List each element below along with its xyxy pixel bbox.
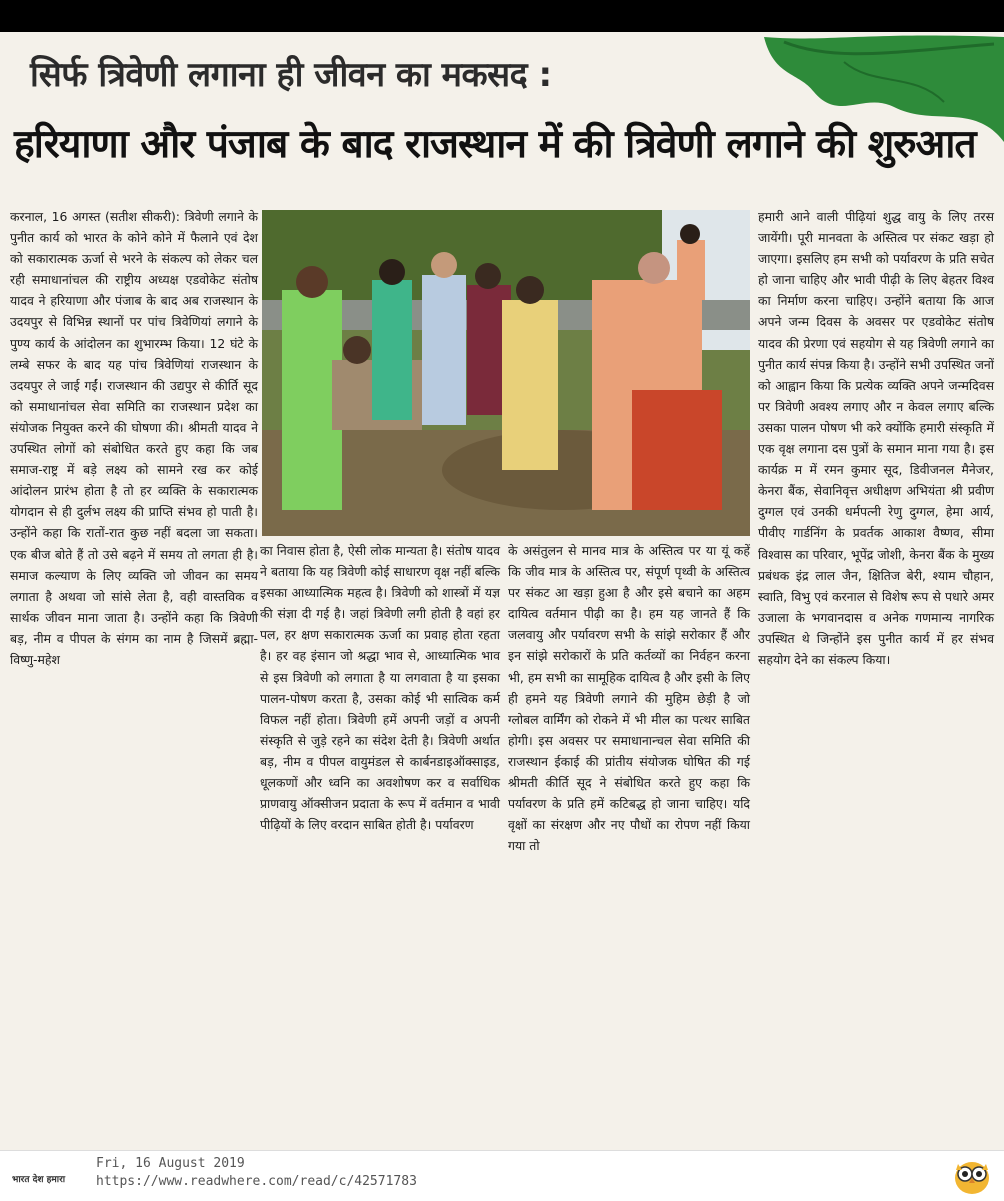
article-column-1: करनाल, 16 अगस्त (सतीश सीकरी): त्रिवेणी लगाने के पुनीत कार्य को भारत के कोने कोने में फैलाने एवं देश को सकारात्मक ऊर्जा से भरने के संकल्प को लेकर चल रही समाधानांचल की राष्ट्रीय अध्यक्ष एडवोकेट संतोष यादव ने हरियाणा और पंजाब के बाद अब राजस्थान के उदयपुर से विभिन्न स्थानों पर पांच त्रिवेणियां लगाने के पुण्य कार्य के आंदोलन का शुभारम्भ किया। 12 घंटे के लम्बे सफर के बाद यह पांच त्रिवेणियां राजस्थान के उदयपुर ले जाई गईं। राजस्थान की उद्यपुर से कीर्ति सूद को समाधानांचल सेवा समिति का राजस्थान प्रदेश का संयोजक नियुक्त करने की घोषणा की। श्रीमती यादव ने उपस्थित लोगों को संबोधित करते हुए कहा कि जब समाज-राष्ट्र में बड़े लक्ष्य को सामने रख कर कोई आंदोलन प्रारंभ होता है तो हर व्यक्ति के सकारात्मक योगदान से ही दुर्लभ लक्ष्य की प्राप्ति संभव हो पाती है। उन्होंने कहा कि रातों-रात कुछ नहीं बदला जा सकता। एक बीज बोते हैं तो उसे बढ़ने में समय तो लगता ही है। समाज कल्याण के लिए व्यक्ति जो जीवन का समय लगाता है अथवा जो सांसे लेता है, वही वास्तविक व सार्थक जीवन माना जाता है। उन्होंने कहा कि त्रिवेणी बड़, नीम व पीपल के संगम का नाम है जिसमें ब्रह्मा-विष्णु-महेश	[10, 209, 258, 667]
brand-logo-text: भारत देश हमारा	[12, 1175, 66, 1185]
article-column-4: हमारी आने वाली पीढ़ियां शुद्ध वायु के लिए तरस जायेंगी। पूरी मानवता के अस्तित्व पर संकट खड़ा हो जाएगा। इसलिए हम सभी को पर्यावरण के प्रति सचेत हो जाना चाहिए और भावी पीढ़ी के लिए बेहतर विश्व का निर्माण करना चाहिए। उन्होंने बताया कि आज अपने जन्म दिवस के अवसर पर एडवोकेट संतोष यादव की प्रेरणा एवं सहयोग से यह त्रिवेणी लगाने का पुनीत कार्य संपन्न किया है। उन्होंने सभी उपस्थित जनों को आह्वान किया कि प्रत्येक व्यक्ति अपने जन्मदिवस पर त्रिवेणी अवश्य लगाए और न केवल लगाए बल्कि उसका पालन पोषण भी करे क्योंकि हमारी संस्कृति में एक वृक्ष लगाना दस पुत्रों के समान माना गया है। इस कार्यक्र म में रमन कुमार सूद, डिवीजनल मैनेजर, केनरा बैंक, सेवानिवृत्त अधीक्षण अभियंता श्री प्रवीण दुग्गल एवं उनकी धर्मपत्नी रेणु दुग्गल, हेमा आर्य, पीवीए गार्डनिंग के प्रवर्तक आकाश वैष्णव, सीमा विश्वास का परिवार, भूपेंद्र जोशी, केनरा बैंक के मुख्य प्रबंधक इंद्र लाल जैन, क्षितिज बेरी, श्याम चौहान, स्वाति, विभु एवं करनाल से विशेष रूप से पधारे अमर उजाला के भगवानदास व अनेक गणमान्य नागरिक उपस्थित थे जिन्होंने इस पुनीत कार्य में हर संभव सहयोग देने का संकल्प किया।	[758, 209, 994, 667]
article-photo	[262, 210, 750, 536]
article-column-3: के असंतुलन से मानव मात्र के अस्तित्व पर या यूं कहें कि जीव मात्र के अस्तित्व पर, संपूर्ण पृथ्वी के अस्तित्व पर संकट आ खड़ा हुआ है और इसे बचाने का अहम दायित्व वर्तमान पीढ़ी का है। हम यह जानते हैं कि जलवायु और पर्यावरण सभी के सांझे सरोकार हैं और इन सांझे सरोकारों के प्रति कर्तव्यों का निर्वहन करना भी, हम सभी का सामूहिक दायित्व है और इसी के लिए ही हमने यह त्रिवेणी लगाने की मुहिम छेड़ी है जो ग्लोबल वार्मिंग को रोकने में भी मील का पत्थर साबित होगी। इस अवसर पर समाधानान्चल सेवा समिति की राजस्थान ईकाई की प्रांतीय संयोजक घोषित की गई श्रीमती कीर्ति सूद ने संबोधित करते हुए कहा कि पर्यावरण के प्रति हमें कटिबद्ध हो जाना चाहिए। यदि वृक्षों का संरक्षण और नए पौधों का रोपण नहीं किया गया तो	[508, 543, 750, 854]
publication-date: Fri, 16 August 2019	[96, 1156, 245, 1171]
subheadline: हरियाणा और पंजाब के बाद राजस्थान में की त्रिवेणी लगाने की शुरुआत	[14, 122, 976, 167]
headline: सिर्फ त्रिवेणी लगाना ही जीवन का मकसद :	[30, 55, 552, 95]
source-url[interactable]: https://www.readwhere.com/read/c/42571783	[96, 1174, 417, 1189]
article-column-2: का निवास होता है, ऐसी लोक मान्यता है। संतोष यादव ने बताया कि यह त्रिवेणी कोई साधारण वृक्ष नहीं बल्कि इसका आध्यात्मिक महत्व है। त्रिवेणी को शास्त्रों में यज्ञ की संज्ञा दी गई है। जहां त्रिवेणी लगी होती है वहां हर पल, हर क्षण सकारात्मक ऊर्जा का प्रवाह होता रहता है। हर वह इंसान जो श्रद्धा भाव से, आध्यात्मिक भाव से इस त्रिवेणी को लगाता है या लगवाता है या इसका पालन-पोषण करता है, उसका कोई भी सात्विक कर्म विफल नहीं होता। त्रिवेणी हमें अपनी जड़ों व अपनी संस्कृति से जुड़े रहने का संदेश देती है। त्रिवेणी अर्थात बड़, नीम व पीपल वायुमंडल से कार्बनडाइऑक्साइड, धूलकणों और ध्वनि का अवशोषण कर व सर्वाधिक प्राणवायु ऑक्सीजन प्रदाता के रूप में वर्तमान व भावी पीढ़ियों के लिए वरदान साबित होती है। पर्यावरण	[260, 543, 500, 833]
owl-icon	[952, 1156, 992, 1196]
top-black-bar	[0, 0, 1004, 32]
